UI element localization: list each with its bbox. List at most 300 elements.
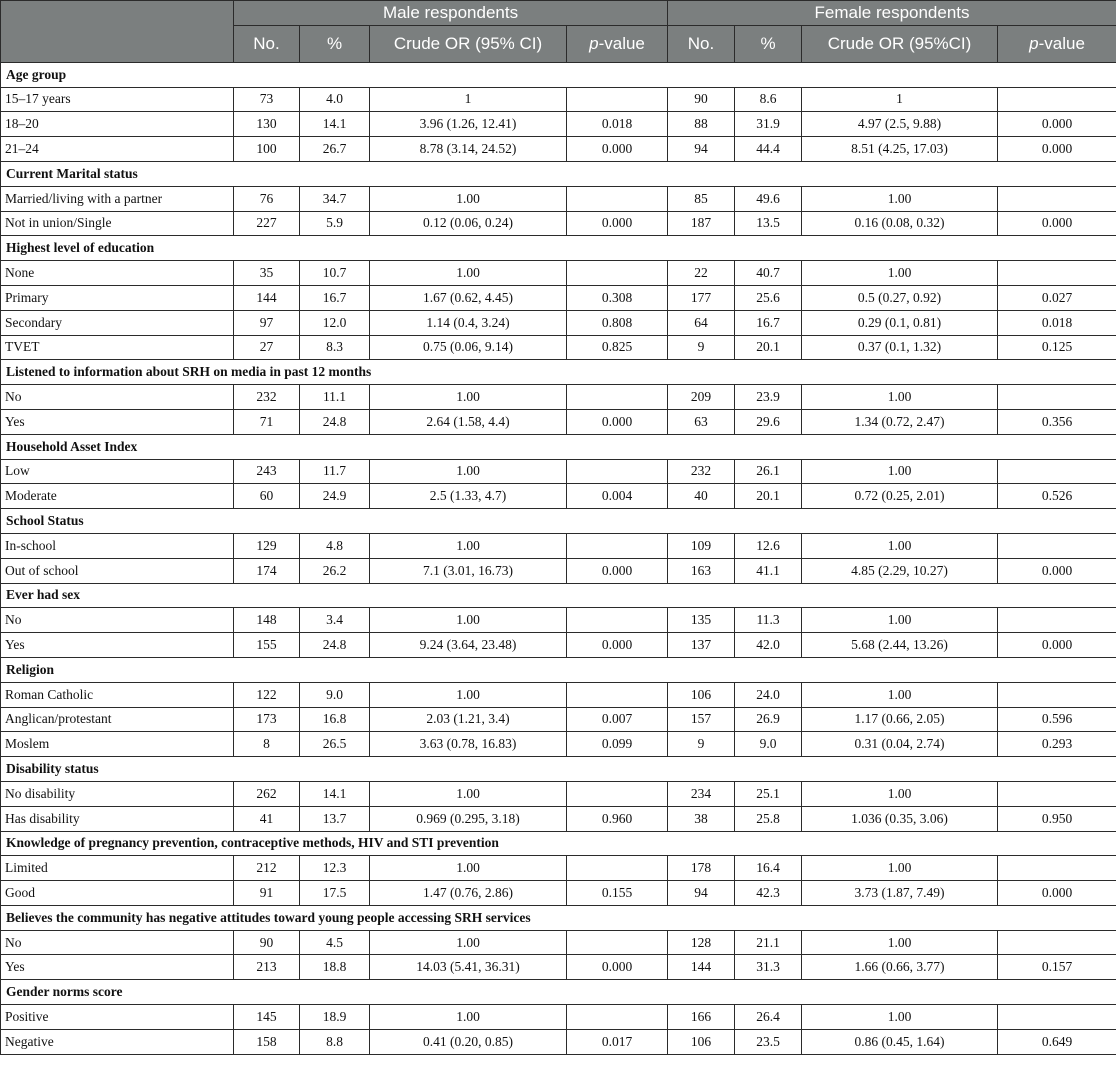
male-no-cell: 148 <box>234 608 300 633</box>
female-no-cell: 22 <box>668 261 735 286</box>
male-or-cell: 1.00 <box>370 781 567 806</box>
male-pct-cell: 34.7 <box>300 186 370 211</box>
female-pvalue-cell: 0.526 <box>998 484 1116 509</box>
male-pct-cell: 5.9 <box>300 211 370 236</box>
male-pct-cell: 4.5 <box>300 930 370 955</box>
male-no-cell: 145 <box>234 1005 300 1030</box>
row-label: Primary <box>1 285 234 310</box>
female-or-cell: 1.00 <box>802 459 998 484</box>
section-row <box>1 62 1116 87</box>
male-pct-cell: 4.8 <box>300 533 370 558</box>
female-or-cell: 1.00 <box>802 608 998 633</box>
male-or-cell: 1.00 <box>370 459 567 484</box>
header-group-row <box>1 1 1116 26</box>
male-or-cell: 2.03 (1.21, 3.4) <box>370 707 567 732</box>
table-row <box>1 881 1116 906</box>
female-or-cell: 0.16 (0.08, 0.32) <box>802 211 998 236</box>
male-pct-cell: 17.5 <box>300 881 370 906</box>
male-pct-cell: 26.2 <box>300 558 370 583</box>
section-row <box>1 905 1116 930</box>
section-title: Believes the community has negative attitudes toward young people accessing SRH services <box>1 905 1116 930</box>
male-or-cell: 7.1 (3.01, 16.73) <box>370 558 567 583</box>
female-no-cell: 63 <box>668 409 735 434</box>
male-pvalue-cell <box>567 459 668 484</box>
male-pct-cell: 8.8 <box>300 1029 370 1054</box>
male-pvalue-cell <box>567 856 668 881</box>
section-title: Religion <box>1 657 1116 682</box>
male-or-cell: 3.96 (1.26, 12.41) <box>370 112 567 137</box>
female-pct-cell: 49.6 <box>735 186 802 211</box>
female-or-cell: 0.31 (0.04, 2.74) <box>802 732 998 757</box>
male-pvalue-cell: 0.000 <box>567 633 668 658</box>
table-row <box>1 930 1116 955</box>
female-pvalue-cell <box>998 682 1116 707</box>
female-pct-cell: 40.7 <box>735 261 802 286</box>
section-title: Gender norms score <box>1 980 1116 1005</box>
female-no-cell: 187 <box>668 211 735 236</box>
female-group-header: Female respondents <box>668 1 1116 26</box>
male-pct-cell: 12.0 <box>300 310 370 335</box>
female-pvalue-cell: 0.356 <box>998 409 1116 434</box>
section-title: Knowledge of pregnancy prevention, contraceptive methods, HIV and STI prevention <box>1 831 1116 856</box>
female-or-cell: 8.51 (4.25, 17.03) <box>802 137 998 162</box>
male-pvalue-cell: 0.000 <box>567 955 668 980</box>
female-pvalue-cell <box>998 385 1116 410</box>
male-group-header: Male respondents <box>234 1 668 26</box>
male-pvalue-cell: 0.099 <box>567 732 668 757</box>
female-or-cell: 1.00 <box>802 856 998 881</box>
row-label: Yes <box>1 633 234 658</box>
section-row <box>1 161 1116 186</box>
male-no-cell: 97 <box>234 310 300 335</box>
female-pct-cell: 29.6 <box>735 409 802 434</box>
section-row <box>1 980 1116 1005</box>
male-pvalue-cell: 0.018 <box>567 112 668 137</box>
p-suffix: -value <box>598 33 645 53</box>
male-or-cell: 1.67 (0.62, 4.45) <box>370 285 567 310</box>
table-row <box>1 261 1116 286</box>
table-row <box>1 310 1116 335</box>
row-label: 21–24 <box>1 137 234 162</box>
table-row <box>1 335 1116 360</box>
female-or-cell: 1.00 <box>802 1005 998 1030</box>
male-no-cell: 60 <box>234 484 300 509</box>
row-label: Has disability <box>1 806 234 831</box>
male-pvalue-cell: 0.000 <box>567 137 668 162</box>
row-label: Married/living with a partner <box>1 186 234 211</box>
female-pvalue-cell: 0.000 <box>998 112 1116 137</box>
female-pvalue-cell <box>998 261 1116 286</box>
male-or-cell: 1.00 <box>370 930 567 955</box>
female-pct-cell: 26.4 <box>735 1005 802 1030</box>
female-pvalue-cell: 0.000 <box>998 137 1116 162</box>
female-pvalue-cell: 0.000 <box>998 558 1116 583</box>
table-row <box>1 707 1116 732</box>
row-label: Anglican/protestant <box>1 707 234 732</box>
female-or-cell: 1 <box>802 87 998 112</box>
male-no-header: No. <box>234 25 300 62</box>
female-or-cell: 1.036 (0.35, 3.06) <box>802 806 998 831</box>
male-pvalue-cell: 0.017 <box>567 1029 668 1054</box>
female-no-cell: 9 <box>668 732 735 757</box>
male-or-cell: 0.969 (0.295, 3.18) <box>370 806 567 831</box>
female-or-cell: 1.00 <box>802 781 998 806</box>
male-no-cell: 41 <box>234 806 300 831</box>
section-title: Listened to information about SRH on media in past 12 months <box>1 360 1116 385</box>
row-label: Negative <box>1 1029 234 1054</box>
female-pvalue-cell: 0.000 <box>998 881 1116 906</box>
female-pct-cell: 16.4 <box>735 856 802 881</box>
female-pvalue-cell <box>998 930 1116 955</box>
female-pvalue-cell: 0.000 <box>998 211 1116 236</box>
female-pct-cell: 25.1 <box>735 781 802 806</box>
male-pct-cell: 16.8 <box>300 707 370 732</box>
male-or-cell: 2.64 (1.58, 4.4) <box>370 409 567 434</box>
male-no-cell: 227 <box>234 211 300 236</box>
male-pvalue-cell: 0.960 <box>567 806 668 831</box>
section-row <box>1 236 1116 261</box>
female-no-cell: 40 <box>668 484 735 509</box>
female-no-cell: 137 <box>668 633 735 658</box>
male-pvalue-cell <box>567 682 668 707</box>
section-title: Current Marital status <box>1 161 1116 186</box>
female-or-cell: 5.68 (2.44, 13.26) <box>802 633 998 658</box>
row-label: Moderate <box>1 484 234 509</box>
male-pvalue-cell <box>567 87 668 112</box>
female-no-cell: 106 <box>668 1029 735 1054</box>
table-row <box>1 211 1116 236</box>
female-pvalue-cell: 0.125 <box>998 335 1116 360</box>
female-or-cell: 4.97 (2.5, 9.88) <box>802 112 998 137</box>
female-no-cell: 234 <box>668 781 735 806</box>
table-row <box>1 806 1116 831</box>
female-no-cell: 128 <box>668 930 735 955</box>
section-title: Highest level of education <box>1 236 1116 261</box>
male-no-cell: 155 <box>234 633 300 658</box>
female-or-cell: 1.00 <box>802 930 998 955</box>
male-no-cell: 76 <box>234 186 300 211</box>
male-pvalue-cell: 0.155 <box>567 881 668 906</box>
female-or-cell: 1.17 (0.66, 2.05) <box>802 707 998 732</box>
male-or-cell: 1.00 <box>370 682 567 707</box>
female-no-cell: 94 <box>668 137 735 162</box>
section-row <box>1 434 1116 459</box>
table-row <box>1 285 1116 310</box>
female-no-cell: 64 <box>668 310 735 335</box>
section-title: Disability status <box>1 757 1116 782</box>
male-no-cell: 174 <box>234 558 300 583</box>
row-label: Positive <box>1 1005 234 1030</box>
male-no-cell: 100 <box>234 137 300 162</box>
female-or-cell: 1.66 (0.66, 3.77) <box>802 955 998 980</box>
row-label: In-school <box>1 533 234 558</box>
row-label: None <box>1 261 234 286</box>
male-or-cell: 3.63 (0.78, 16.83) <box>370 732 567 757</box>
table-row <box>1 87 1116 112</box>
male-no-cell: 90 <box>234 930 300 955</box>
female-pvalue-cell: 0.157 <box>998 955 1116 980</box>
male-pvalue-cell: 0.308 <box>567 285 668 310</box>
male-no-cell: 158 <box>234 1029 300 1054</box>
female-pct-header: % <box>735 25 802 62</box>
row-label: 18–20 <box>1 112 234 137</box>
male-no-cell: 243 <box>234 459 300 484</box>
female-no-cell: 135 <box>668 608 735 633</box>
section-title: Ever had sex <box>1 583 1116 608</box>
male-no-cell: 144 <box>234 285 300 310</box>
male-pvalue-cell <box>567 261 668 286</box>
table-row <box>1 137 1116 162</box>
female-or-cell: 1.34 (0.72, 2.47) <box>802 409 998 434</box>
female-no-cell: 90 <box>668 87 735 112</box>
male-pct-cell: 13.7 <box>300 806 370 831</box>
male-pct-cell: 26.7 <box>300 137 370 162</box>
male-no-cell: 35 <box>234 261 300 286</box>
female-no-cell: 177 <box>668 285 735 310</box>
male-or-cell: 0.12 (0.06, 0.24) <box>370 211 567 236</box>
male-or-cell: 8.78 (3.14, 24.52) <box>370 137 567 162</box>
male-pct-cell: 10.7 <box>300 261 370 286</box>
row-label: Yes <box>1 955 234 980</box>
female-pct-cell: 11.3 <box>735 608 802 633</box>
male-pct-header: % <box>300 25 370 62</box>
male-or-cell: 9.24 (3.64, 23.48) <box>370 633 567 658</box>
female-pct-cell: 16.7 <box>735 310 802 335</box>
female-pct-cell: 25.8 <box>735 806 802 831</box>
female-or-cell: 4.85 (2.29, 10.27) <box>802 558 998 583</box>
female-pvalue-cell: 0.950 <box>998 806 1116 831</box>
female-or-cell: 1.00 <box>802 385 998 410</box>
female-pvalue-header <box>998 25 1116 62</box>
section-title: Age group <box>1 62 1116 87</box>
male-no-cell: 262 <box>234 781 300 806</box>
row-label: No <box>1 930 234 955</box>
row-label: 15–17 years <box>1 87 234 112</box>
male-no-cell: 232 <box>234 385 300 410</box>
p-suffix: -value <box>1038 33 1085 53</box>
male-pvalue-cell: 0.000 <box>567 409 668 434</box>
section-title: School Status <box>1 509 1116 534</box>
table-row <box>1 112 1116 137</box>
female-or-cell: 0.86 (0.45, 1.64) <box>802 1029 998 1054</box>
male-pct-cell: 24.9 <box>300 484 370 509</box>
male-pct-cell: 26.5 <box>300 732 370 757</box>
male-pct-cell: 18.8 <box>300 955 370 980</box>
male-or-cell: 1 <box>370 87 567 112</box>
female-pvalue-cell: 0.027 <box>998 285 1116 310</box>
female-pct-cell: 12.6 <box>735 533 802 558</box>
female-pvalue-cell: 0.293 <box>998 732 1116 757</box>
table-row <box>1 409 1116 434</box>
row-label: TVET <box>1 335 234 360</box>
male-or-cell: 1.00 <box>370 385 567 410</box>
male-no-cell: 129 <box>234 533 300 558</box>
male-no-cell: 213 <box>234 955 300 980</box>
female-pvalue-cell <box>998 856 1116 881</box>
female-pvalue-cell: 0.596 <box>998 707 1116 732</box>
row-label: Moslem <box>1 732 234 757</box>
female-no-cell: 232 <box>668 459 735 484</box>
male-pvalue-cell <box>567 1005 668 1030</box>
male-no-cell: 212 <box>234 856 300 881</box>
female-no-cell: 85 <box>668 186 735 211</box>
table-row <box>1 955 1116 980</box>
male-or-cell: 1.00 <box>370 856 567 881</box>
female-pct-cell: 42.3 <box>735 881 802 906</box>
female-pct-cell: 13.5 <box>735 211 802 236</box>
male-or-cell: 0.41 (0.20, 0.85) <box>370 1029 567 1054</box>
female-no-cell: 9 <box>668 335 735 360</box>
female-pct-cell: 21.1 <box>735 930 802 955</box>
female-pct-cell: 9.0 <box>735 732 802 757</box>
male-pvalue-cell: 0.808 <box>567 310 668 335</box>
female-pvalue-cell: 0.000 <box>998 633 1116 658</box>
male-pct-cell: 18.9 <box>300 1005 370 1030</box>
table-row <box>1 1005 1116 1030</box>
row-label: Roman Catholic <box>1 682 234 707</box>
row-label: Yes <box>1 409 234 434</box>
male-pct-cell: 16.7 <box>300 285 370 310</box>
row-label: Not in union/Single <box>1 211 234 236</box>
male-or-cell: 1.47 (0.76, 2.86) <box>370 881 567 906</box>
male-pct-cell: 11.7 <box>300 459 370 484</box>
male-pvalue-cell <box>567 781 668 806</box>
female-pct-cell: 23.5 <box>735 1029 802 1054</box>
male-or-cell: 1.00 <box>370 1005 567 1030</box>
male-pvalue-cell: 0.004 <box>567 484 668 509</box>
female-pct-cell: 20.1 <box>735 484 802 509</box>
table-row <box>1 1029 1116 1054</box>
female-pvalue-cell <box>998 87 1116 112</box>
female-pct-cell: 25.6 <box>735 285 802 310</box>
male-pct-cell: 8.3 <box>300 335 370 360</box>
section-row <box>1 509 1116 534</box>
male-pvalue-header <box>567 25 668 62</box>
table-row <box>1 186 1116 211</box>
male-no-cell: 71 <box>234 409 300 434</box>
male-or-cell: 1.00 <box>370 261 567 286</box>
male-pvalue-cell <box>567 608 668 633</box>
male-or-cell: 1.00 <box>370 533 567 558</box>
table-row <box>1 385 1116 410</box>
female-pct-cell: 31.3 <box>735 955 802 980</box>
female-or-cell: 0.5 (0.27, 0.92) <box>802 285 998 310</box>
row-label: No <box>1 385 234 410</box>
table-row <box>1 608 1116 633</box>
female-no-header: No. <box>668 25 735 62</box>
female-no-cell: 144 <box>668 955 735 980</box>
table-row <box>1 459 1116 484</box>
male-pct-cell: 3.4 <box>300 608 370 633</box>
male-pvalue-cell <box>567 930 668 955</box>
male-no-cell: 130 <box>234 112 300 137</box>
male-pvalue-cell <box>567 533 668 558</box>
male-pct-cell: 14.1 <box>300 781 370 806</box>
female-or-header: Crude OR (95%CI) <box>802 25 998 62</box>
male-pvalue-cell <box>567 186 668 211</box>
female-pvalue-cell: 0.018 <box>998 310 1116 335</box>
female-pct-cell: 24.0 <box>735 682 802 707</box>
row-label: No <box>1 608 234 633</box>
table-row <box>1 484 1116 509</box>
male-no-cell: 122 <box>234 682 300 707</box>
female-pct-cell: 20.1 <box>735 335 802 360</box>
male-or-cell: 1.00 <box>370 186 567 211</box>
female-pvalue-cell <box>998 459 1116 484</box>
female-pvalue-cell: 0.649 <box>998 1029 1116 1054</box>
female-pvalue-cell <box>998 608 1116 633</box>
male-or-cell: 14.03 (5.41, 36.31) <box>370 955 567 980</box>
row-label: Secondary <box>1 310 234 335</box>
table-row <box>1 732 1116 757</box>
female-pct-cell: 26.9 <box>735 707 802 732</box>
table-body <box>1 62 1116 1054</box>
female-or-cell: 3.73 (1.87, 7.49) <box>802 881 998 906</box>
male-pvalue-cell <box>567 385 668 410</box>
row-label: Limited <box>1 856 234 881</box>
male-pct-cell: 14.1 <box>300 112 370 137</box>
male-pvalue-cell: 0.000 <box>567 211 668 236</box>
female-pct-cell: 8.6 <box>735 87 802 112</box>
row-label: Good <box>1 881 234 906</box>
female-pvalue-cell <box>998 533 1116 558</box>
female-no-cell: 178 <box>668 856 735 881</box>
female-no-cell: 157 <box>668 707 735 732</box>
male-pvalue-cell: 0.825 <box>567 335 668 360</box>
male-no-cell: 173 <box>234 707 300 732</box>
female-pvalue-cell <box>998 186 1116 211</box>
male-pvalue-cell: 0.007 <box>567 707 668 732</box>
male-pct-cell: 4.0 <box>300 87 370 112</box>
male-pct-cell: 24.8 <box>300 633 370 658</box>
male-pct-cell: 11.1 <box>300 385 370 410</box>
female-pvalue-cell <box>998 1005 1116 1030</box>
header-corner <box>1 1 234 63</box>
p-italic: p <box>589 33 599 53</box>
male-or-cell: 1.00 <box>370 608 567 633</box>
female-or-cell: 1.00 <box>802 261 998 286</box>
row-label: Out of school <box>1 558 234 583</box>
male-no-cell: 27 <box>234 335 300 360</box>
female-pct-cell: 44.4 <box>735 137 802 162</box>
male-pct-cell: 12.3 <box>300 856 370 881</box>
male-or-cell: 1.14 (0.4, 3.24) <box>370 310 567 335</box>
female-or-cell: 1.00 <box>802 186 998 211</box>
male-no-cell: 91 <box>234 881 300 906</box>
p-italic: p <box>1029 33 1039 53</box>
female-pct-cell: 31.9 <box>735 112 802 137</box>
female-no-cell: 88 <box>668 112 735 137</box>
table-row <box>1 558 1116 583</box>
male-or-header: Crude OR (95% CI) <box>370 25 567 62</box>
male-no-cell: 8 <box>234 732 300 757</box>
female-no-cell: 94 <box>668 881 735 906</box>
section-row <box>1 757 1116 782</box>
male-or-cell: 2.5 (1.33, 4.7) <box>370 484 567 509</box>
female-pct-cell: 42.0 <box>735 633 802 658</box>
female-or-cell: 1.00 <box>802 533 998 558</box>
female-no-cell: 163 <box>668 558 735 583</box>
male-no-cell: 73 <box>234 87 300 112</box>
male-pct-cell: 9.0 <box>300 682 370 707</box>
female-or-cell: 0.29 (0.1, 0.81) <box>802 310 998 335</box>
female-or-cell: 0.72 (0.25, 2.01) <box>802 484 998 509</box>
female-no-cell: 166 <box>668 1005 735 1030</box>
section-row <box>1 360 1116 385</box>
female-or-cell: 0.37 (0.1, 1.32) <box>802 335 998 360</box>
section-title: Household Asset Index <box>1 434 1116 459</box>
female-pct-cell: 41.1 <box>735 558 802 583</box>
